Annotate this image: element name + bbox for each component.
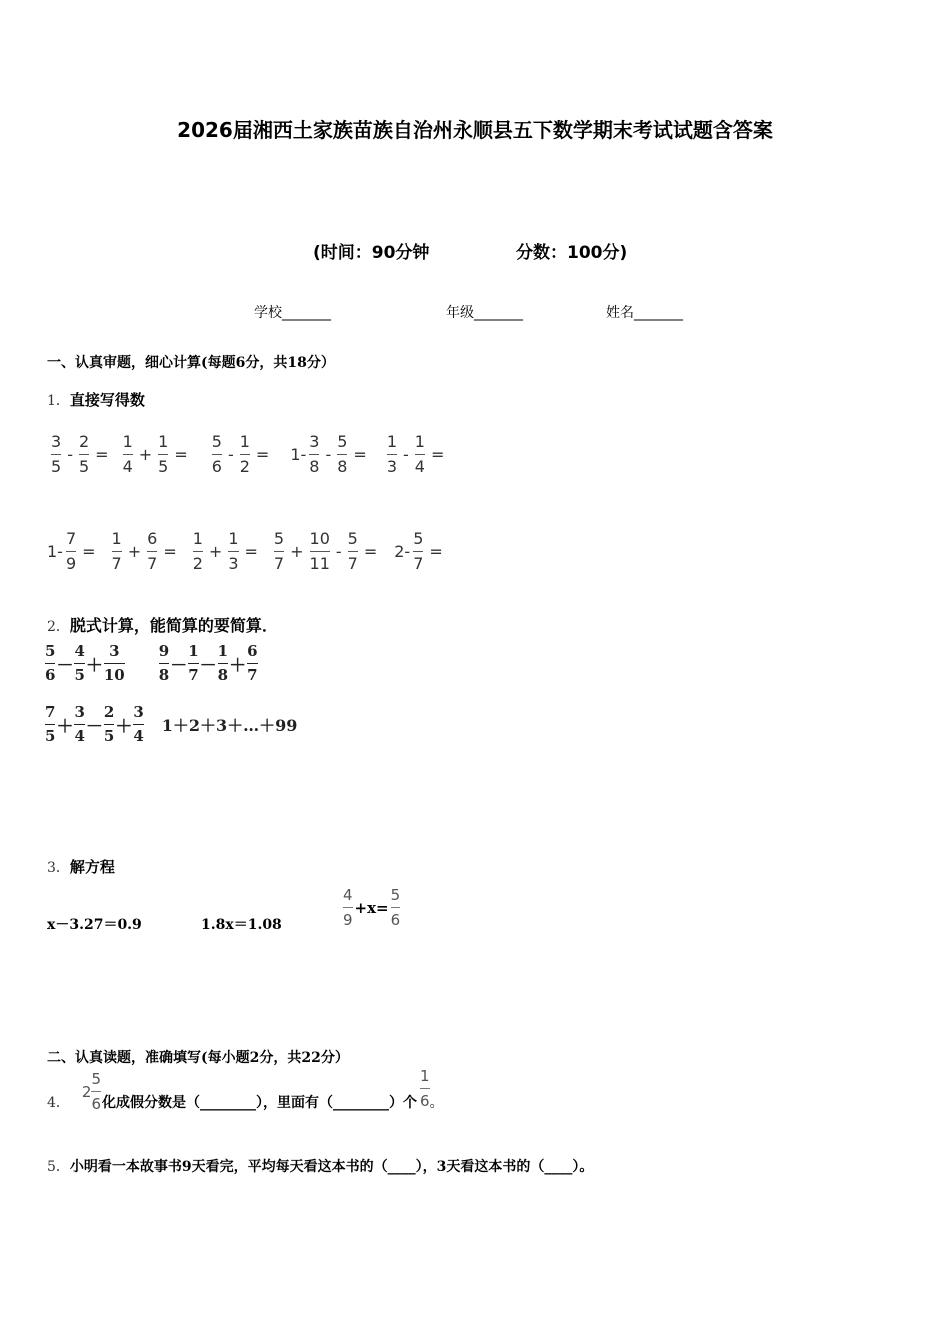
fraction: $\frac{10}{11}$ xyxy=(309,529,330,573)
q5-number: 5． xyxy=(47,1159,70,1175)
equals-sign: = xyxy=(174,445,188,464)
exam-time: (时间：90分钟 xyxy=(313,243,430,263)
equals-sign: = xyxy=(363,542,378,561)
equation-2: 1.8x＝1.08 xyxy=(201,917,282,933)
q1-text: 直接写得数 xyxy=(69,391,145,409)
sum-expression: 1＋2＋3＋…＋99 xyxy=(161,716,298,735)
equals-sign: = xyxy=(244,542,258,561)
equation-1: x－3.27＝0.9 xyxy=(47,917,142,933)
plus-sign: + xyxy=(208,542,223,561)
fraction: 5 6 xyxy=(91,1070,102,1113)
school-field: 学校_______ xyxy=(254,305,331,321)
fraction: $\frac{1}{3}$ xyxy=(228,529,239,573)
one-minus: 1- xyxy=(290,445,307,464)
q4-end: 。 xyxy=(429,1094,444,1111)
fraction: 1 6 xyxy=(420,1067,430,1110)
page-title: 2026届湘西土家族苗族自治州永顺县五下数学期末考试试题含答案 xyxy=(177,118,773,142)
fraction: $\frac{9}{8}$ xyxy=(158,642,170,684)
fraction: $\frac{5}{6}$ xyxy=(45,642,56,684)
fraction: $\frac{5}{7}$ xyxy=(413,529,424,573)
q5-line xyxy=(47,1156,593,1176)
minus-sign: － xyxy=(56,656,74,676)
plus-sign: ＋ xyxy=(229,656,247,676)
plus-sign: ＋ xyxy=(56,717,74,737)
fraction: $\frac{1}{5}$ xyxy=(158,432,169,476)
q2-text: 脱式计算，能简算的要简算． xyxy=(69,616,278,635)
minus-sign: - xyxy=(335,542,342,561)
fraction: $\frac{5}{7}$ xyxy=(273,529,285,573)
section2-heading: 二、认真读题，准确填写(每小题2分，共22分） xyxy=(47,1050,349,1066)
plus-sign: ＋ xyxy=(85,656,103,676)
fraction: $\frac{1}{7}$ xyxy=(188,642,199,684)
minus-sign: - xyxy=(403,445,409,464)
fraction: 5 6 xyxy=(390,886,401,929)
plus-sign: + xyxy=(127,542,142,561)
q4-text: 化成假分数是（________），里面有（________）个 xyxy=(102,1094,418,1111)
q5-text: 小明看一本故事书9天看完，平均每天看这本书的（____），3天看这本书的（____）。 xyxy=(69,1159,594,1175)
plus-sign: + xyxy=(290,542,304,561)
fraction: $\frac{3}{4}$ xyxy=(133,703,144,745)
fraction: $\frac{3}{5}$ xyxy=(51,432,62,476)
equals-sign: = xyxy=(353,445,367,464)
equals-sign: = xyxy=(255,445,270,464)
minus-sign: - xyxy=(227,445,234,464)
q4-number: 4． xyxy=(47,1094,70,1111)
q3-text: 解方程 xyxy=(69,858,115,876)
q3-header xyxy=(47,856,115,877)
fraction: $\frac{6}{7}$ xyxy=(247,642,258,684)
fraction: $\frac{5}{7}$ xyxy=(347,529,358,573)
fraction: $\frac{1}{7}$ xyxy=(111,529,122,573)
q4-line xyxy=(47,1067,444,1113)
exam-score: 分数：100分) xyxy=(516,243,628,263)
grade-field: 年级_______ xyxy=(446,305,523,321)
equals-sign: = xyxy=(163,542,177,561)
fraction: $\frac{1}{4}$ xyxy=(414,432,425,476)
fraction: $\frac{3}{8}$ xyxy=(309,432,320,476)
fraction-row-4 xyxy=(45,703,297,746)
q3-number: 3． xyxy=(47,860,70,876)
fraction: 4 9 xyxy=(343,886,353,929)
mixed-whole: 2 xyxy=(81,1082,92,1101)
two-minus: 2- xyxy=(394,542,411,561)
fraction: $\frac{3}{4}$ xyxy=(74,703,85,745)
fraction: $\frac{5}{8}$ xyxy=(337,432,348,476)
equals-sign: = xyxy=(82,542,96,561)
fraction: $\frac{7}{5}$ xyxy=(45,703,56,745)
fraction: $\frac{1}{2}$ xyxy=(239,432,250,476)
fraction-row-1 xyxy=(48,432,447,477)
equals-sign: = xyxy=(95,445,109,464)
fraction: $\frac{2}{5}$ xyxy=(78,432,90,476)
fraction: $\frac{7}{9}$ xyxy=(65,529,77,573)
minus-sign: － xyxy=(199,656,217,676)
q2-header xyxy=(47,613,278,636)
equals-sign: = xyxy=(430,445,445,464)
equals-sign: = xyxy=(429,542,443,561)
fraction: $\frac{1}{2}$ xyxy=(192,529,203,573)
name-field: 姓名_______ xyxy=(606,305,683,321)
one-minus: 1- xyxy=(47,542,63,561)
fraction: $\frac{6}{7}$ xyxy=(147,529,158,573)
section1-heading: 一、认真审题，细心计算(每题6分，共18分） xyxy=(47,355,335,371)
fraction: $\frac{4}{5}$ xyxy=(74,642,85,684)
q1-header xyxy=(47,389,145,410)
fraction: $\frac{2}{5}$ xyxy=(103,703,115,745)
minus-sign: - xyxy=(325,445,332,464)
fraction: $\frac{5}{6}$ xyxy=(211,432,222,476)
minus-sign: － xyxy=(85,717,103,737)
fraction: $\frac{3}{10}$ xyxy=(103,642,125,684)
minus-sign: － xyxy=(170,656,188,676)
fraction-row-2 xyxy=(47,529,446,574)
fraction: $\frac{1}{4}$ xyxy=(122,432,133,476)
q2-number: 2． xyxy=(47,619,70,635)
equation-3 xyxy=(343,886,400,929)
fraction: $\frac{1}{3}$ xyxy=(386,432,398,476)
minus-sign: - xyxy=(67,445,73,464)
plus-sign: + xyxy=(138,445,153,464)
q1-number: 1． xyxy=(47,393,70,409)
fraction: $\frac{1}{8}$ xyxy=(217,642,229,684)
fraction-row-3 xyxy=(45,642,258,685)
plus-sign: ＋ xyxy=(115,717,133,737)
equation-operator: +x= xyxy=(354,898,389,917)
